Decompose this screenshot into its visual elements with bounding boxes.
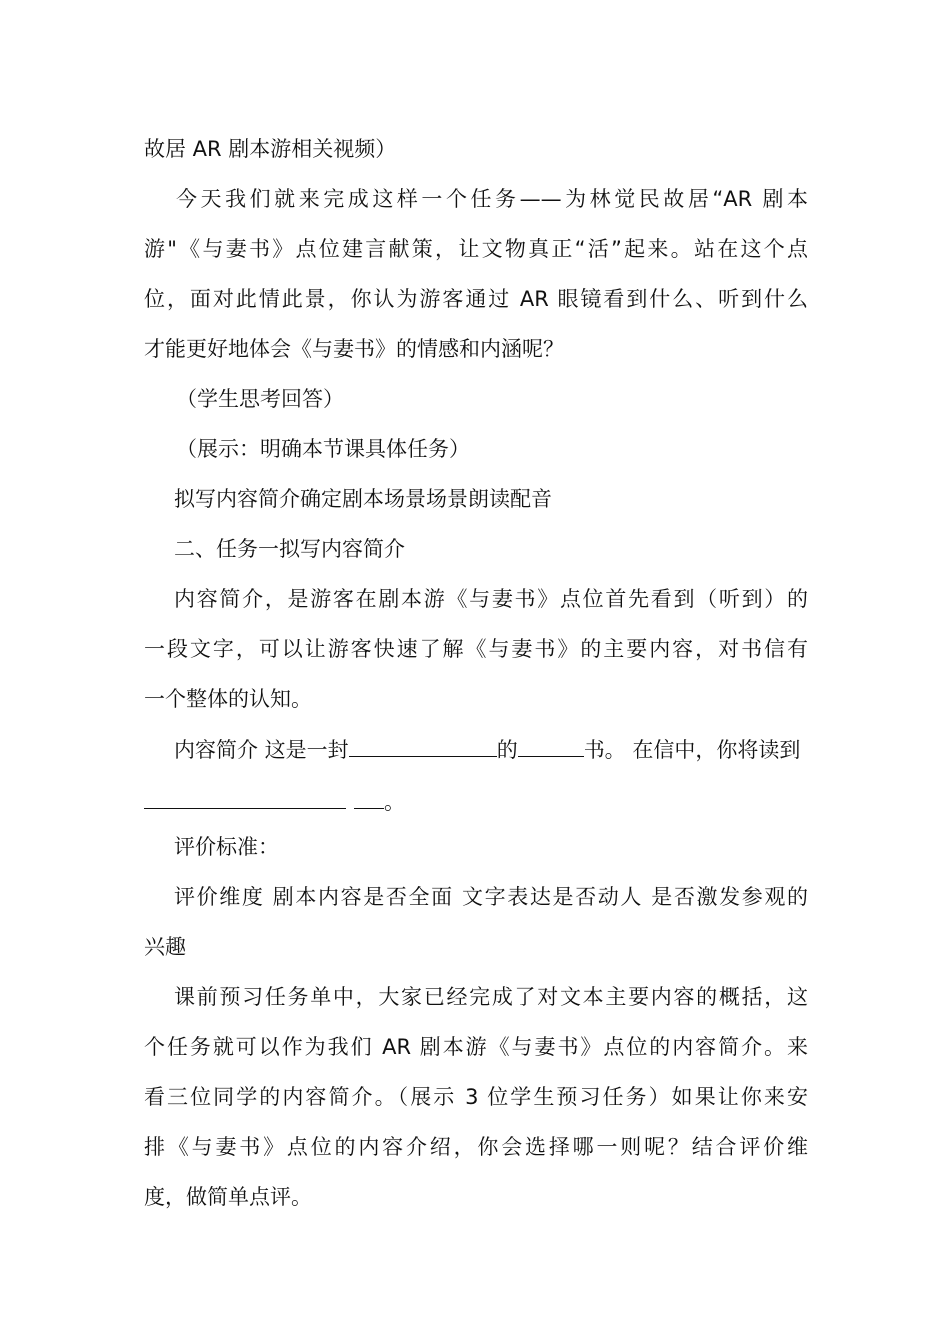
- fill-in-line-2: [144, 786, 808, 817]
- fill-in-line: [174, 734, 808, 765]
- text-line-2: 今天我们就来完成这样一个任务——为林觉民故居“AR 剧本: [176, 187, 808, 211]
- section-heading: 二、任务一拟写内容简介: [174, 537, 405, 561]
- text-line-3: 游"《与妻书》点位建言献策，让文物真正“活”起来。站在这个点: [144, 237, 808, 261]
- text-line-1: 故居 AR 剧本游相关视频）: [144, 137, 397, 161]
- fill-in-blank-1: [349, 734, 497, 757]
- evaluation-dimensions: 评价维度 剧本内容是否全面 文字表达是否动人 是否激发参观的: [174, 885, 808, 909]
- text-line-7: （展示：明确本节课具体任务）: [176, 437, 470, 461]
- text-line-20: 排《与妻书》点位的内容介绍，你会选择哪一则呢？结合评价维: [144, 1135, 808, 1159]
- evaluation-dimensions-cont: 兴趣: [144, 935, 186, 959]
- text-line-21: 度，做简单点评。: [144, 1185, 312, 1209]
- text-line-17: 课前预习任务单中，大家已经完成了对文本主要内容的概括，这: [174, 985, 808, 1009]
- fill-in-text-1: 内容简介 这是一封: [174, 738, 349, 762]
- fill-in-end: 。: [384, 790, 405, 814]
- fill-in-blank-4: [354, 786, 384, 809]
- text-line-19: 看三位同学的内容简介。（展示 3 位学生预习任务）如果让你来安: [144, 1085, 808, 1109]
- fill-in-blank-3: [144, 786, 346, 809]
- fill-in-text-2: 的: [496, 738, 518, 762]
- text-line-8: 拟写内容简介确定剧本场景场景朗读配音: [174, 487, 552, 511]
- text-line-12: 一个整体的认知。: [144, 687, 312, 711]
- text-line-5: 才能更好地体会《与妻书》的情感和内涵呢？: [144, 337, 564, 361]
- text-line-6: （学生思考回答）: [176, 387, 344, 411]
- text-line-18: 个任务就可以作为我们 AR 剧本游《与妻书》点位的内容简介。来: [144, 1035, 808, 1059]
- fill-in-text-3: 书。 在信中，你将读到: [583, 738, 801, 762]
- text-line-10: 内容简介，是游客在剧本游《与妻书》点位首先看到（听到）的: [174, 587, 808, 611]
- fill-in-blank-2: [518, 734, 584, 757]
- text-line-4: 位，面对此情此景，你认为游客通过 AR 眼镜看到什么、听到什么: [144, 287, 808, 311]
- evaluation-label: 评价标准：: [174, 835, 279, 859]
- text-line-11: 一段文字，可以让游客快速了解《与妻书》的主要内容，对书信有: [144, 637, 808, 661]
